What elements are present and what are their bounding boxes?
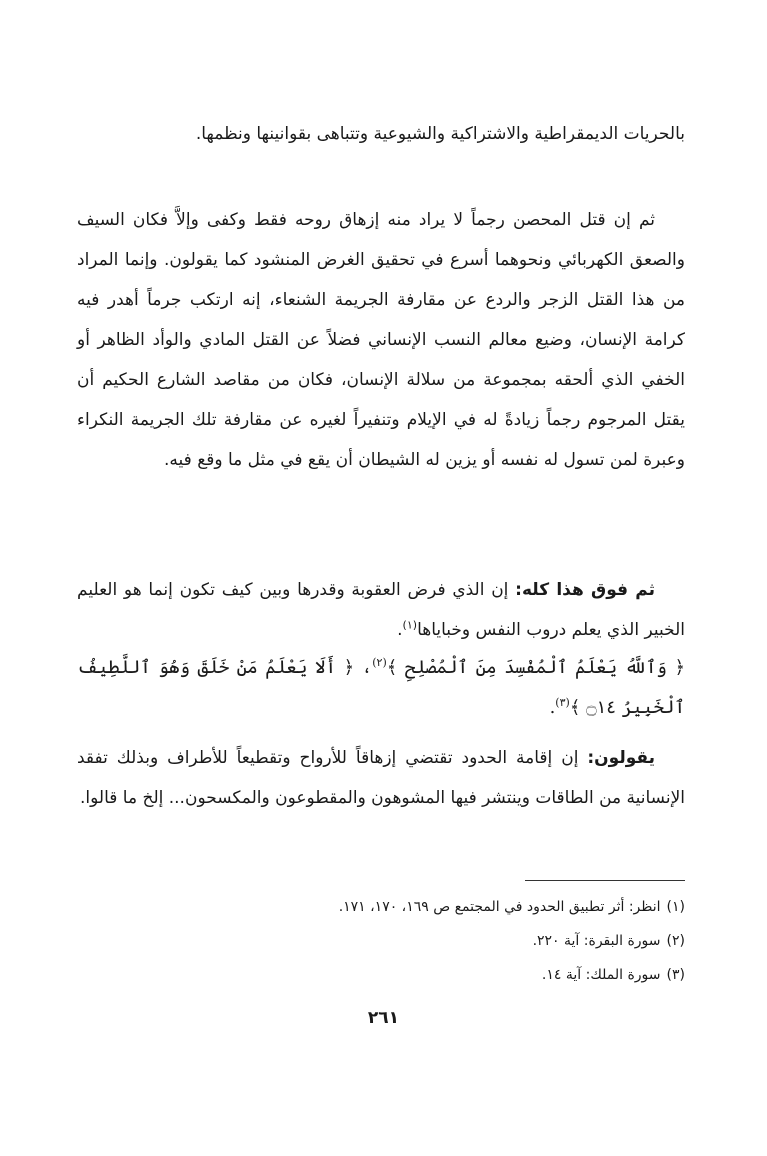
footnote-divider (525, 880, 685, 881)
verse-separator: ، (354, 657, 373, 678)
footnote-number: (١) (666, 899, 685, 915)
paragraph-text: إن إقامة الحدود تقتضي إزهاقاً للأرواح وتقطيعاً للأطراف وبذلك تفقد الإنسانية من الطاقات وينتشر فيها المشوهون والمقطوعون والمكسحون... إلخ ما قالوا. (77, 748, 685, 808)
paragraph-they-say (77, 738, 685, 818)
paragraph-text: ثم إن قتل المحصن رجماً لا يراد منه إزهاق روحه فقط وكفى وإلاَّ فكان السيف والصعق الكهربائي ونحوهما أسرع في تحقيق الغرض المنشود كما يقولون. وإنما المراد من هذا القتل الزجر والردع عن مقارفة الجريمة الشنعاء، إنه ارتكب جرماً أهدر فيه كرامة الإنسان، وضيع معالم النسب الإنساني فضلاً عن القتل المادي والوأد الظاهر أو الخفي الذي ألحقه بمجموعة من سلالة الإنسان، فكان من مقاصد الشارع الحكيم أن يقتل المرجوم رجماً زيادةً له في الإيلام وتنفيراً لغيره عن مقارفة تلك الجريمة النكراء وعبرة لمن تسول له نفسه أو يزين له الشيطان أن يقع في مثل ما وقع فيه. (77, 210, 685, 470)
paragraph-end: . (549, 697, 556, 718)
paragraph-text: إن الذي فرض العقوبة وقدرها وبين كيف تكون إنما هو العليم الخبير الذي يعلم دروب النفس وخباياها (77, 580, 685, 640)
quran-verse: ﴿ أَلَا يَعْلَمُ مَنْ خَلَقَ وَهُوَ ٱللَّطِيفُ ٱلْخَبِيرُ ۝١٤ ﴾ (77, 657, 685, 718)
paragraph-text: بالحريات الديمقراطية والاشتراكية والشيوعية وتتباهى بقوانينها ونظمها. (195, 124, 685, 144)
quran-verse: ﴿ وَٱللَّهُ يَعْلَمُ ٱلْمُفْسِدَ مِنَ ٱلْمُصْلِحِ ﴾ (386, 657, 685, 678)
paragraph-lead: يقولون: (587, 748, 655, 768)
footnote-item (77, 958, 685, 992)
footnote-item (77, 924, 685, 958)
footnote-ref[interactable]: (٣) (555, 696, 570, 709)
footnote-text: سورة الملك: آية ١٤. (541, 967, 661, 983)
footnote-text: انظر: أثر تطبيق الحدود في المجتمع ص ١٦٩، ١٧٠، ١٧١. (338, 899, 661, 915)
paragraph-end: . (397, 620, 403, 640)
footnote-text: سورة البقرة: آية ٢٢٠. (532, 933, 661, 949)
page-number: ٢٦١ (367, 1008, 400, 1028)
paragraph-above-all (77, 570, 685, 650)
footnotes (77, 890, 685, 992)
footnote-item (77, 890, 685, 924)
footnote-number: (٢) (666, 933, 685, 949)
footnote-ref[interactable]: (٢) (372, 656, 387, 669)
paragraph-stoning-purpose (77, 200, 685, 480)
paragraph-continued (77, 114, 685, 154)
footnote-number: (٣) (666, 967, 685, 983)
footnote-ref[interactable]: (١) (402, 618, 418, 632)
paragraph-lead: ثم فوق هذا كله: (515, 580, 656, 600)
quran-verses (77, 648, 685, 728)
